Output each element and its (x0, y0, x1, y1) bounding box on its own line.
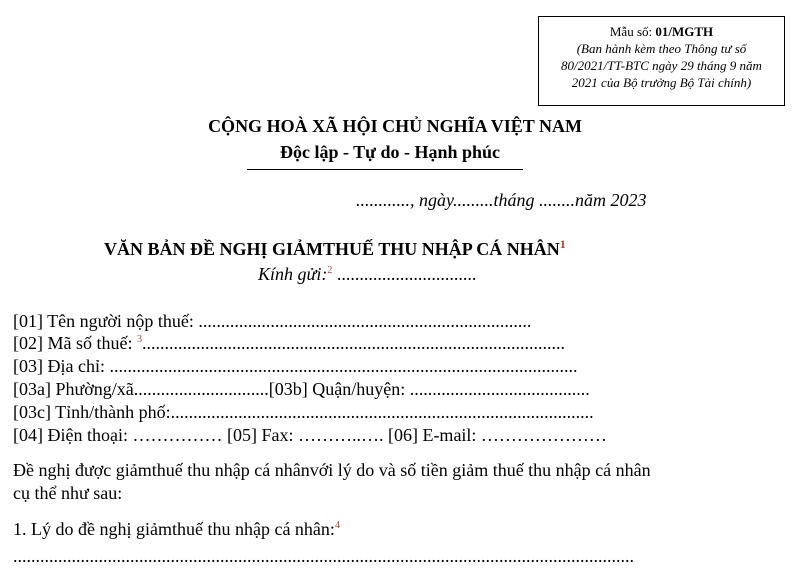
field-03-address: [03] Địa chỉ: ........................................................................................................ (13, 356, 578, 376)
document-title: VĂN BẢN ĐỀ NGHỊ GIẢMTHUẾ THU NHẬP CÁ NHÂN$^1$ (104, 237, 566, 259)
tax-code-footnote: 3 (136, 334, 142, 345)
motto-underline (247, 169, 523, 170)
title-footnote: 1 (559, 237, 566, 251)
field-01-taxpayer-name: [01] Tên người nộp thuế: .......................................................................... (13, 311, 532, 331)
form-code-box (538, 16, 785, 106)
field-02-tax-code: [02] Mã số thuế: $^3$.............................................................................................. (13, 333, 565, 353)
field-03c-province: [03c] Tỉnh/thành phố:.............................................................................................. (13, 402, 594, 422)
motto: Độc lập - Tự do - Hạnh phúc (279, 142, 501, 162)
form-code: Mẫu số: 01/MGTH (609, 24, 714, 39)
kinh-gui: Kính gửi:$^2$ ............................... (258, 264, 477, 284)
form-note-line2: 80/2021/TT-BTC ngày 29 tháng 9 năm (561, 58, 762, 73)
field-03a-ward: [03a] Phường/xã..............................[03b] Quận/huyện: ........................................ (13, 379, 590, 399)
form-note-line1: (Ban hành kèm theo Thông tư số (576, 41, 747, 56)
republic-heading: CỘNG HOÀ XÃ HỘI CHỦ NGHĨA VIỆT NAM (208, 116, 582, 136)
section1-reason: 1. Lý do đề nghị giảmthuế thu nhập cá nhân:$^4$ (13, 519, 340, 539)
field-04-phone-fax-email: [04] Điện thoại: …………… [05] Fax: ………..…. [06] E-mail: ………………… (13, 425, 607, 445)
section1-footnote: 4 (334, 520, 340, 531)
form-note-line3: 2021 của Bộ trưởng Bộ Tài chính) (571, 75, 752, 90)
section1-dots: .......................................................................................................................................... (13, 546, 634, 566)
request-line1: Đề nghị được giảmthuế thu nhập cá nhânvới lý do và số tiền giảm thuế thu nhập cá nhân (13, 460, 651, 480)
request-line2: cụ thể như sau: (13, 483, 123, 503)
date-line: ............, ngày.........tháng ........năm 2023 (356, 190, 647, 210)
kinh-gui-footnote: 2 (327, 265, 333, 276)
